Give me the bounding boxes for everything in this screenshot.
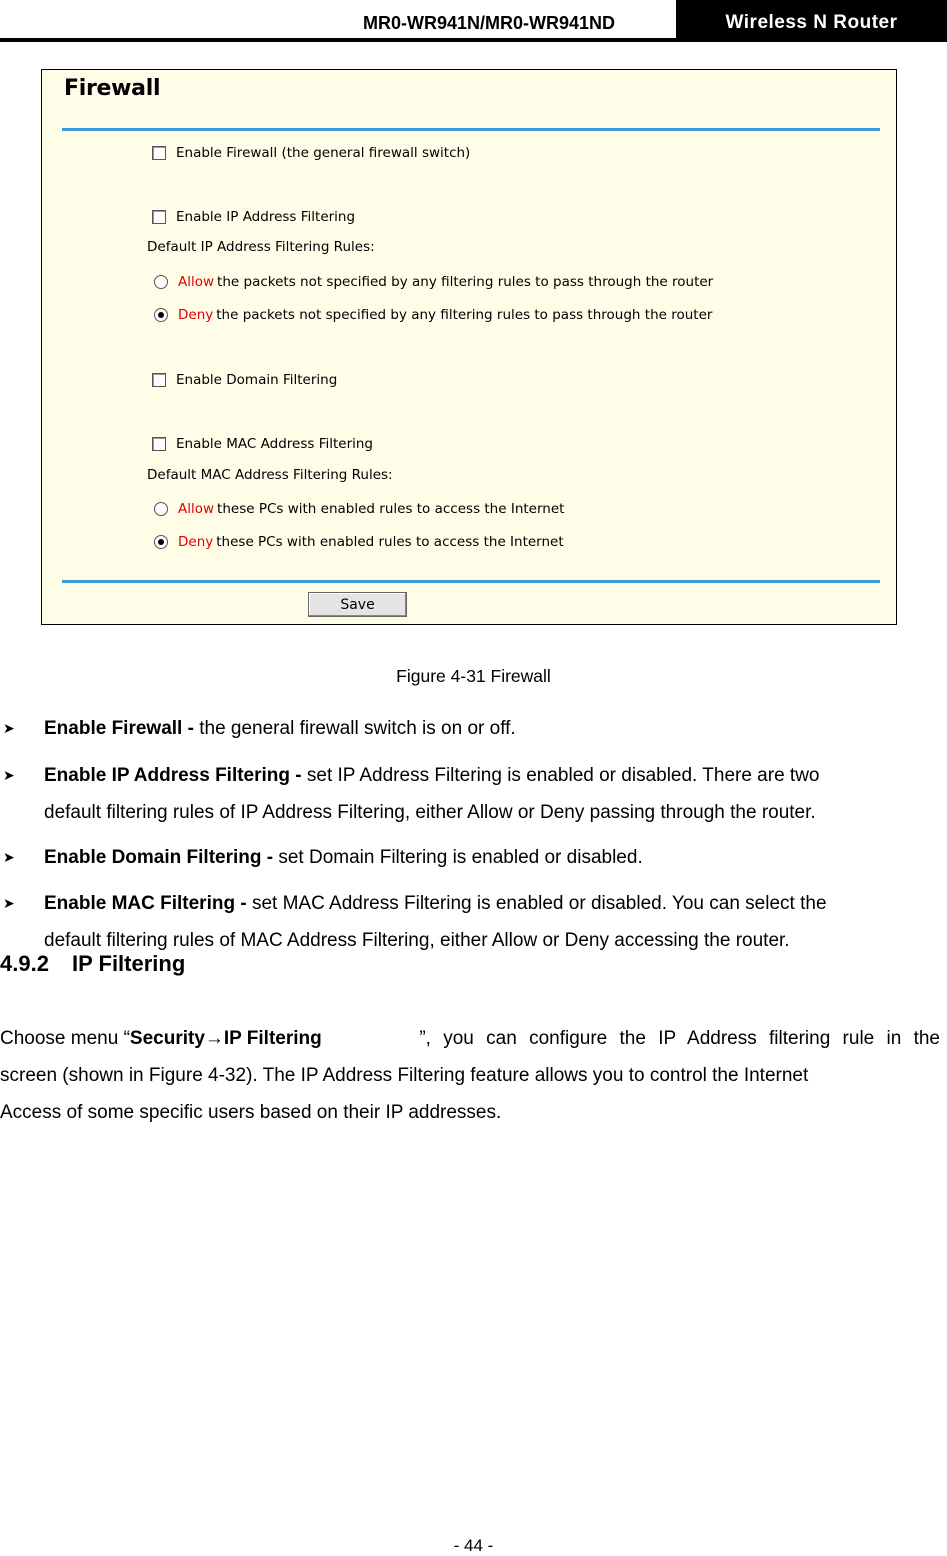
enable-mac-filtering-label: Enable MAC Address Filtering [176,436,374,452]
menu-arrow-icon: → [204,1028,224,1049]
bullet-arrow-icon: ➤ [3,720,15,736]
header-rule [0,38,947,42]
mac-deny-row[interactable] [154,534,564,550]
bullet-arrow-icon: ➤ [3,895,15,911]
bullet-arrow-icon: ➤ [3,849,15,865]
paragraph-line-3: Access of some specific users based on their IP addresses. [0,1102,502,1123]
mac-deny-radio[interactable] [154,535,168,549]
enable-ip-filtering-label: Enable IP Address Filtering [176,209,356,225]
bullet-text: set IP Address Filtering is enabled or disabled. There are two [306,765,820,786]
firewall-screenshot [41,69,897,625]
enable-firewall-row[interactable] [152,145,470,161]
ip-allow-row[interactable] [154,274,713,290]
bullet-term: Enable Firewall - [44,718,200,739]
mac-allow-word: Allow [178,501,215,517]
page-number: - 44 - [453,1536,494,1555]
ip-rules-label: Default IP Address Filtering Rules: [147,239,375,255]
save-button[interactable]: Save [308,592,407,617]
ip-allow-text: the packets not specified by any filtering rules to pass through the router [217,274,714,290]
section-number: 4.9.2 [0,951,49,976]
enable-domain-filtering-row[interactable] [152,372,337,388]
ip-deny-radio[interactable] [154,308,168,322]
ip-deny-text: the packets not specified by any filtering rules to pass through the router [216,307,713,323]
mac-allow-row[interactable] [154,501,564,517]
enable-domain-filtering-label: Enable Domain Filtering [176,372,338,388]
mac-rules-label: Default MAC Address Filtering Rules: [147,467,393,483]
enable-firewall-label: Enable Firewall (the general firewall switch) [176,145,471,161]
paragraph-line-1 [0,1020,940,1057]
menu-security: Security [129,1028,205,1049]
ip-allow-word: Allow [178,274,215,290]
ip-allow-radio[interactable] [154,275,168,289]
enable-mac-filtering-row[interactable] [152,436,373,452]
enable-ip-filtering-row[interactable] [152,209,355,225]
enable-ip-filtering-checkbox[interactable] [152,210,166,224]
bottom-separator [62,580,880,583]
bullet-term: Enable IP Address Filtering - [44,765,307,786]
firewall-title: Firewall [64,76,161,101]
section-heading [0,951,185,977]
mac-deny-word: Deny [178,534,214,550]
bullet-text-line2: default filtering rules of IP Address Filtering, either Allow or Deny passing through the router. [44,802,816,823]
figure-caption: Figure 4-31 Firewall [396,666,551,686]
bullet-text-line2: default filtering rules of MAC Address Filtering, either Allow or Deny accessing the router. [44,930,790,951]
mac-deny-text: these PCs with enabled rules to access the Internet [216,534,564,550]
menu-ip-filtering: IP Filtering [223,1028,322,1049]
mac-allow-radio[interactable] [154,502,168,516]
paragraph-line-2: screen (shown in Figure 4-32). The IP Address Filtering feature allows you to control the Internet [0,1065,809,1086]
paragraph-lead: Choose menu “ [0,1028,130,1049]
document-model-header: MR0-WR941N/MR0-WR941ND [363,13,616,33]
enable-domain-filtering-checkbox[interactable] [152,373,166,387]
enable-firewall-checkbox[interactable] [152,146,166,160]
title-separator [62,128,880,131]
mac-allow-text: these PCs with enabled rules to access the Internet [217,501,565,517]
bullet-text: set MAC Address Filtering is enabled or disabled. You can select the [251,893,827,914]
bullet-term: Enable Domain Filtering - [44,847,279,868]
bullet-arrow-icon: ➤ [3,767,15,783]
product-name-tab: Wireless N Router [676,0,947,41]
paragraph-line1-rest: ”, you can configure the IP Address filtering rule in the [419,1028,940,1049]
body-paragraph [0,1020,940,1131]
bullet-term: Enable MAC Filtering - [44,893,252,914]
bullet-text: the general firewall switch is on or off. [199,718,516,739]
section-title: IP Filtering [72,951,186,976]
bullet-text: set Domain Filtering is enabled or disabled. [278,847,643,868]
enable-mac-filtering-checkbox[interactable] [152,437,166,451]
ip-deny-row[interactable] [154,307,712,323]
ip-deny-word: Deny [178,307,214,323]
